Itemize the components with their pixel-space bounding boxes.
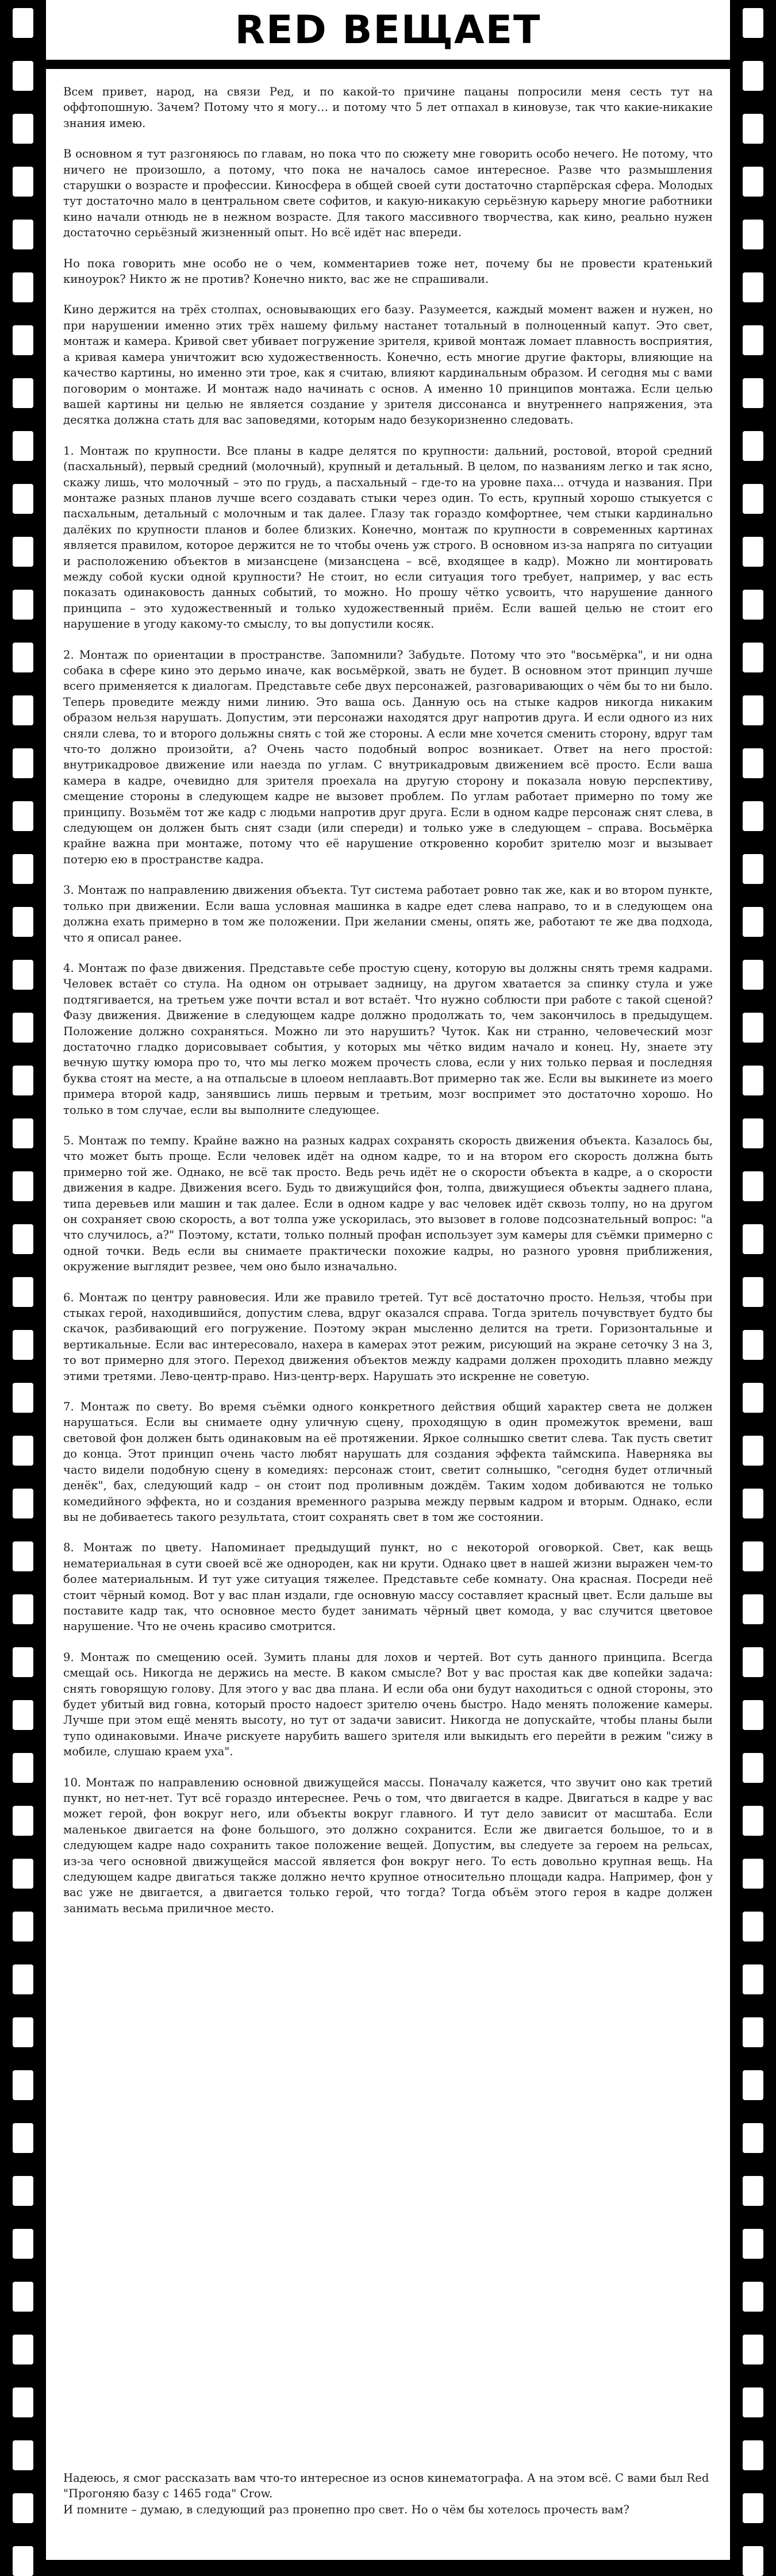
film-hole (13, 378, 33, 408)
film-hole (743, 1489, 763, 1518)
film-hole (743, 167, 763, 197)
film-hole (743, 1277, 763, 1307)
film-hole (13, 2493, 33, 2523)
film-hole (743, 1171, 763, 1201)
paragraph: Всем привет, народ, на связи Ред, и по какой-то причине пацаны попросили меня сесть тут на оффтопошную. Зачем? Потому что я могу… и потому что 5 лет отпахал в киновузе, так что какие-никакие знания имею. (63, 85, 713, 130)
film-hole (13, 907, 33, 937)
film-hole (743, 1224, 763, 1254)
film-hole (743, 1013, 763, 1043)
film-hole (13, 1964, 33, 1994)
closing-line: Надеюсь, я смог рассказать вам что-то интересное из основ кинематографа. А на этом всё. С вами был Red "Прогоняю базу с 1465 года" Crow. (63, 2471, 709, 2501)
film-hole (743, 2335, 763, 2364)
film-hole (13, 2546, 33, 2576)
film-hole (13, 8, 33, 38)
film-hole (13, 272, 33, 302)
paragraph: 8. Монтаж по цвету. Напоминает предыдущий пункт, но с некоторой оговоркой. Свет, как вещь нематериальная в сути своей всё же однороден, как ни крути. Однако цвет в нашей жизни выражен чем-то более материальным. И тут уже ситуация тяжелее. Представьте себе комнату. Она красная. Посреди неё стоит чёрный комод. Вот у вас план издали, где основную массу составляет красный цвет. Если дальше вы поставите кадр так, что основное место будет занимать чёрный цвет комода, у вас случится цветовое нарушение. Что не очень красиво смотрится. (63, 1541, 713, 1633)
film-hole (743, 1700, 763, 1730)
article-page (46, 0, 730, 2560)
paragraph: В основном я тут разгоняюсь по главам, но пока что по сюжету мне говорить особо нечего. Не потому, что ничего не произошло, а потому, что пока не началось самое интересное. Разве что размышления старушки о возрасте и профессии. Киносфера в общей своей сути достаточно старпёрская сфера. Молодых тут достаточно мало в центральном свете софитов, и какую-никакую серьёзную карьеру многие работники кино начали отнюдь не в нежном возрасте. Для такого массивного творчества, как кино, реально нужен достаточно серьёзный жизненный опыт. Но всё идёт нас впереди. (63, 147, 713, 240)
film-hole (743, 1859, 763, 1889)
film-hole (13, 960, 33, 990)
film-hole (743, 1066, 763, 1095)
film-hole (743, 2176, 763, 2206)
film-hole (13, 114, 33, 144)
film-hole (743, 537, 763, 567)
paragraph: Кино держится на трёх столпах, основывающих его базу. Разумеется, каждый момент важен и нужен, но при нарушении именно этих трёх нашему фильму настанет тотальный в полноценный капут. Это свет, монтаж и камера. Кривой свет убивает погружение зрителя, кривой монтаж ломает плавность восприятия, а кривая камера уничтожит всю художественность. Конечно, есть многие другие факторы, влияющие на качество картины, но именно эти трое, как я считаю, влияют кардинальным образом. И сегодня мы с вами поговорим о монтаже. И монтаж надо начинать с основ. А именно 10 принципов монтажа. Если целью вашей картины ни целью не является создание у зрителя диссонанса и внутреннего напряжения, эта десятка должна стать для вас заповедями, которым надо безукоризненно следовать. (63, 303, 713, 427)
film-hole (743, 2123, 763, 2153)
film-hole (13, 748, 33, 778)
film-hole (13, 1489, 33, 1518)
film-hole (743, 1806, 763, 1836)
film-hole (13, 854, 33, 884)
film-hole (743, 748, 763, 778)
film-hole (743, 378, 763, 408)
film-hole (743, 61, 763, 91)
film-hole (13, 1700, 33, 1730)
film-hole (13, 1806, 33, 1836)
film-hole (743, 2387, 763, 2417)
header (46, 0, 730, 69)
film-strip-left (0, 0, 46, 2560)
film-hole (743, 1330, 763, 1360)
film-hole (13, 431, 33, 461)
film-hole (743, 801, 763, 831)
film-hole (13, 484, 33, 514)
film-hole (743, 643, 763, 672)
film-hole (743, 431, 763, 461)
film-hole (743, 2440, 763, 2470)
film-hole (13, 2017, 33, 2047)
film-hole (743, 484, 763, 514)
paragraph: 3. Монтаж по направлению движения объекта. Тут система работает ровно так же, как и во втором пункте, только при движении. Если ваша условная машинка в кадре едет слева направо, то и в следующем она должна ехать примерно в том же положении. При желании смены, опять же, работают те же два подхода, что я описал ранее. (63, 883, 713, 944)
film-hole (13, 325, 33, 355)
film-hole (13, 695, 33, 725)
page-title: RED ВЕЩАЕТ (235, 7, 541, 53)
film-hole (743, 1753, 763, 1783)
film-hole (13, 1753, 33, 1783)
film-hole (743, 1912, 763, 1941)
film-hole (13, 1171, 33, 1201)
film-hole (743, 590, 763, 620)
film-hole (13, 167, 33, 197)
film-hole (13, 1330, 33, 1360)
film-hole (13, 1277, 33, 1307)
film-hole (743, 114, 763, 144)
film-hole (13, 590, 33, 620)
film-hole (13, 2282, 33, 2312)
film-hole (743, 2070, 763, 2100)
film-hole (13, 2123, 33, 2153)
film-hole (743, 854, 763, 884)
film-hole (13, 1541, 33, 1571)
paragraph: 2. Монтаж по ориентации в пространстве. Запомнили? Забудьте. Потому что это "восьмёрка", и ни одна собака в сфере кино это дерьмо иначе, как восьмёркой, звать не будет. В основном этот принцип лучше всего применяется к диалогам. Представьте себе двух персонажей, разговаривающих о чём бы то ни было. Теперь проведите между ними линию. Это ваша ось. Данную ось на стыке кадров никогда никаким образом нельзя нарушать. Допустим, эти персонажи находятся друг напротив друга. И если одного из них сняли слева, то и второго дольжны снять с той же стороны. А если мне хочется сменить сторону, вдруг там что-то должно произойти, а? Очень часто подобный вопрос возникает. Ответ на него простой: внутрикадровое движение или наезда по углам. С внутрикадровым движением всё просто. Если ваша камера в кадре, очевидно для зрителя проехала на другую сторону и показала новую перспективу, смещение стороны в следующем кадре не вызовет проблем. По углам работает примерно по тому же принципу. Возьмём тот же кадр с людьми напротив друг друга. Если в одном кадре персонаж снят слева, в следующем он должен быть снят сзади (или спереди) и только уже в следующем – справа. Восьмёрка крайне важна при монтаже, потому что её нарушение откровенно коробит зрителю мозг и вызывает потерю ею в пространстве кадра. (63, 648, 713, 866)
film-hole (13, 1224, 33, 1254)
film-hole (743, 1118, 763, 1148)
film-hole (13, 1859, 33, 1889)
closing-paragraph (63, 2470, 713, 2517)
film-hole (743, 1383, 763, 1413)
film-hole (743, 2017, 763, 2047)
paragraph: 4. Монтаж по фазе движения. Представьте себе простую сцену, которую вы должны снять тремя кадрами. Человек встаёт со стула. На одном он отрывает задницу, на другом хватается за спинку стула и уже подтягивается, на третьем уже почти встал и вот встаёт. Что нужно соблюсти при работе с такой сценой? Фазу движения. Движение в следующем кадре должно продолжать то, чем закончилось в предыдущем. Положение должно сохраняться. Можно ли это нарушить? Чуток. Как ни странно, человеческий мозг достаточно гладко дорисовывает события, у которых мы чётко видим начало и конец. Ну, знаете эту вечную шутку юмора про то, что мы легко можем прочесть слова, если у них только первая и последняя буква стоят на месте, а на отпальсые в цлоеом неплаавть.Вот примерно так же. Если вы выкинете из моего примера второй кадр, занявшись лишь первым и третьим, мозг воспримет это достаточно хорошо. Но только в том случае, если вы выполните следующее. (63, 961, 713, 1117)
film-hole (743, 1594, 763, 1624)
film-hole (13, 1383, 33, 1413)
film-hole (13, 1594, 33, 1624)
film-hole (743, 907, 763, 937)
film-hole (743, 220, 763, 249)
paragraph: 10. Монтаж по направлению основной движущейся массы. Поначалу кажется, что звучит оно как третий пункт, но нет-нет. Тут всё гораздо интереснее. Речь о том, что двигается в кадре. Двигаться в кадре у вас может герой, фон вокруг него, или объекты вокруг главного. И тут дело зависит от масштаба. Если маленькое двигается на фоне большого, это должно сохранится. Если же двигается большое, то и в следующем кадре надо сохранить такое положение вещей. Допустим, вы следуете за героем на рельсах, из-за чего основной движущейся массой является фон вокруг него. То есть довольно крупная вещь. На следующем кадре двигаться также должно нечто крупное относительно площади кадра. Например, фон у вас уже не двигается, а двигается только герой, что тогда? Тогда объём этого героя в кадре должен занимать весьма приличное место. (63, 1775, 713, 1915)
film-hole (743, 1964, 763, 1994)
paragraph: 9. Монтаж по смещению осей. Зумить планы для лохов и чертей. Вот суть данного принципа. Всегда смещай ось. Никогда не держись на месте. В каком смысле? Вот у вас простая как две копейки задача: снять говорящую голову. Для этого у вас два плана. И если оба они будут находиться с одной стороны, это будет убитый вид говна, который просто надоест зрителю очень быстро. Надо менять положение камеры. Лучше при этом ещё менять высоту, но тут от задачи зависит. Никогда не допускайте, чтобы планы были тупо одинаковыми. Иначе рискуете нарубить вашего зрителя или выкидыть его перейти в режим "сижу в мобиле, слушаю краем уха". (63, 1650, 713, 1759)
film-hole (743, 2229, 763, 2259)
film-hole (13, 2229, 33, 2259)
film-hole (13, 2387, 33, 2417)
film-hole (13, 220, 33, 249)
paragraph: Но пока говорить мне особо не о чем, комментариев тоже нет, почему бы не провести кратенький киноурок? Никто ж не против? Конечно никто, вас же не спрашивали. (63, 256, 713, 286)
film-hole (13, 801, 33, 831)
paragraph: 5. Монтаж по темпу. Крайне важно на разных кадрах сохранять скорость движения объекта. Казалось бы, что может быть проще. Если человек идёт на одном кадре, то и на втором его скорость должна быть примерно той же. Однако, не всё так просто. Ведь речь идёт не о скорости объекта в кадре, а о скорости движения в кадре. Движения всего. Будь то движущийся фон, толпа, движущиеся объекты заднего плана, типа деревьев или машин и так далее. Если в одном кадре у вас человек идёт сквозь толпу, но на другом он сохраняет свою скорость, а вот толпа уже ускорилась, это вызовет в голове подсознательный вопрос: "а что случилось, а?" Поэтому, кстати, только полный профан использует зум камеры для съёмки примерно с одной точки. Ведь если вы снимаете практически похожие кадры, но разного уровня приближения, окружение выглядит резвее, чем оно было изначально. (63, 1133, 713, 1274)
paragraph: 7. Монтаж по свету. Во время съёмки одного конкретного действия общий характер света не должен нарушаться. Если вы снимаете одну уличную сцену, проходящую в один промежуток времени, ваш световой фон должен быть одинаковым на её протяжении. Яркое солнышко светит слева. Так пусть светит до конца. Этот принцип очень часто любят нарушать для создания эффекта таймскипа. Наверняка вы часто видели подобную сцену в комедиях: персонаж стоит, светит солнышко, "сегодня будет отличный денёк", бах, следующий кадр – он стоит под проливным дождём. Таким ходом добиваются не только комедийного эффекта, но и создания временного разрыва между первым кадром и вторым. Однако, если вы не добиваетесь такого результата, стоит сохранять свет в том же состоянии. (63, 1400, 713, 1524)
film-hole (13, 1647, 33, 1677)
film-hole (13, 1436, 33, 1466)
film-hole (743, 325, 763, 355)
paragraph: 6. Монтаж по центру равновесия. Или же правило третей. Тут всё достаточно просто. Нельзя, чтобы при стыках герой, находившийся, допустим слева, вдруг оказался справа. Тогда зритель почувствует будто бы скачок, разбивающий его погружение. Поэтому экран мысленно делится на трети. Горизонтальные и вертикальные. Если вас интересовало, нахера в камерах этот режим, рисующий на экране сеточку 3 на 3, то вот примерно для этого. Переход движения объектов между кадрами должен проходить плавно между этими третями. Лево-центр-право. Низ-центр-верх. Нарушать это искренне не советую. (63, 1290, 713, 1383)
film-hole (743, 272, 763, 302)
film-hole (13, 61, 33, 91)
film-hole (743, 2493, 763, 2523)
film-hole (13, 2070, 33, 2100)
film-hole (743, 2546, 763, 2576)
film-hole (743, 2282, 763, 2312)
film-hole (743, 1541, 763, 1571)
film-hole (13, 2335, 33, 2364)
film-hole (13, 1118, 33, 1148)
film-hole (743, 960, 763, 990)
film-hole (743, 1647, 763, 1677)
film-hole (13, 537, 33, 567)
paragraph: 1. Монтаж по крупности. Все планы в кадре делятся по крупности: дальний, ростовой, второй средний (пасхальный), первый средний (молочный), крупный и детальный. В целом, по названиям легко и так ясно, скажу лишь, что молочный – это по грудь, а пасхальный – где-то на уровне паха… отчуда и названия. При монтаже разных планов лучше всего создавать стыки через один. То есть, крупный хорошо стыкуется с пасхальным, детальный с молочным и так далее. Глазу так гораздо комфортнее, чем стыки кардинально далёких по крупности планов и более близких. Конечно, монтаж по крупности в современных картинах является правилом, которое держится не то чтобы очень уж строго. В основном из-за напряга по ситуации и расположению объектов в мизансцене (мизансцена – всё, входящее в кадр). Можно ли монтировать между собой куски одной крупности? Не стоит, но если ситуация того требует, например, у вас есть показать одинаковость данных событий, то можно. Но прошу чётко усвоить, что нарушение данного принципа – это художественный и только художественный приём. Если вашей целью не стоит его нарушение в угоду какому-то смыслу, то вы допустили косяк. (63, 444, 713, 631)
film-hole (743, 1436, 763, 1466)
film-hole (13, 1066, 33, 1095)
film-hole (13, 2440, 33, 2470)
film-hole (743, 8, 763, 38)
film-hole (13, 2176, 33, 2206)
closing-line: И помните – думаю, в следующий раз пронепно про свет. Но о чём бы хотелось прочесть вам? (63, 2502, 629, 2516)
article-body (63, 84, 713, 1931)
film-strip-right (730, 0, 776, 2560)
film-hole (13, 1912, 33, 1941)
film-hole (743, 695, 763, 725)
film-hole (13, 643, 33, 672)
film-hole (13, 1013, 33, 1043)
